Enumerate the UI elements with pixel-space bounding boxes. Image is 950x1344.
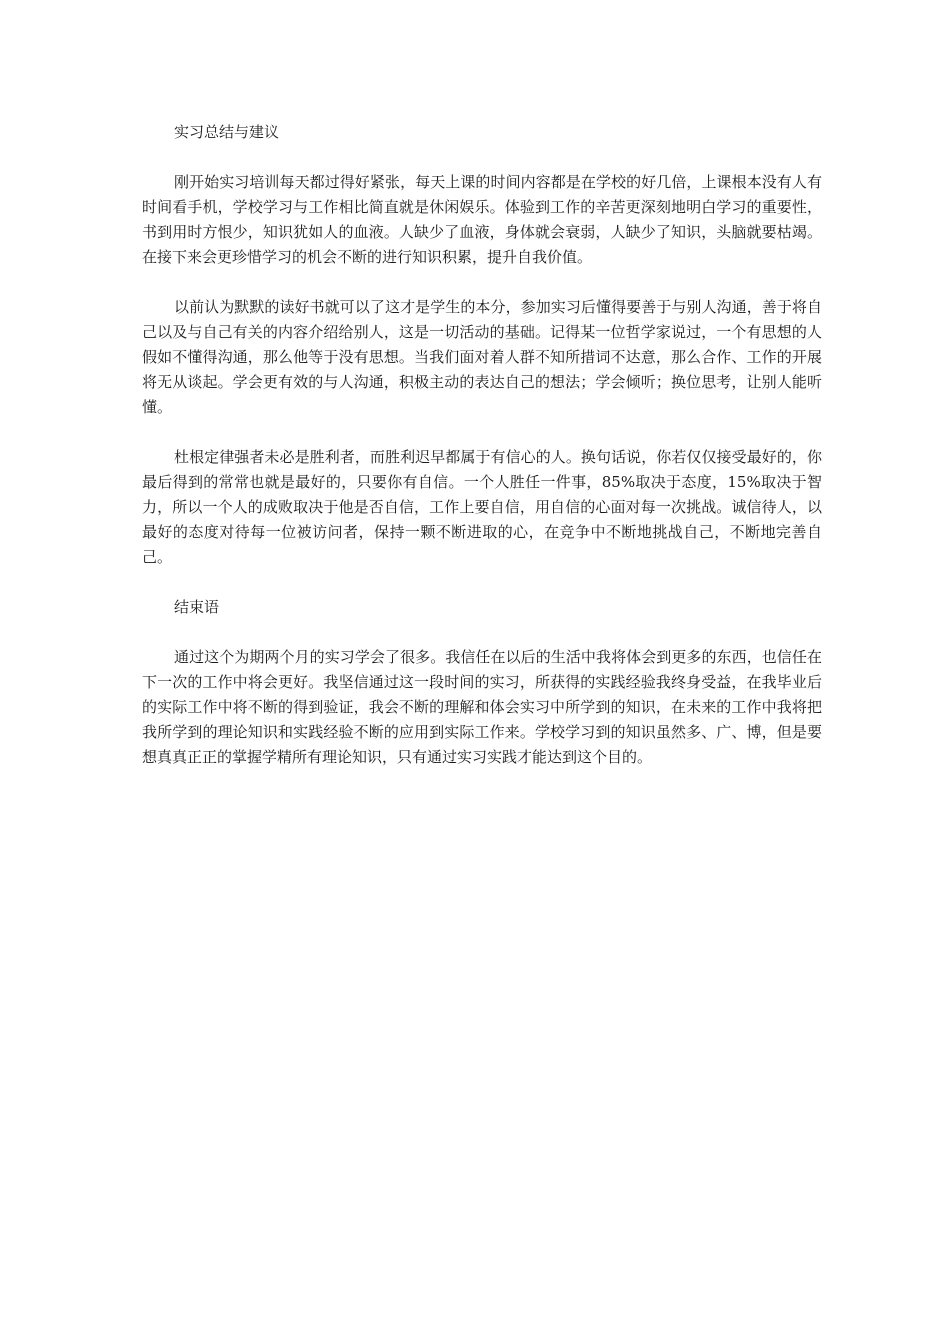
section-title-summary: 实习总结与建议 <box>174 123 280 141</box>
spacer <box>142 145 822 170</box>
document-page <box>142 120 822 770</box>
paragraph-communication: 以前认为默默的读好书就可以了这才是学生的本分，参加实习后懂得要善于与别人沟通，善于将自己以及与自己有关的内容介绍给别人，这是一切活动的基础。记得某一位哲学家说过，一个有思想的人假如不懂得沟通，那么他等于没有思想。当我们面对着人群不知所措词不达意，那么合作、工作的开展将无从谈起。学会更有效的与人沟通，积极主动的表达自己的想法；学会倾听；换位思考，让别人能听懂。 <box>142 298 822 416</box>
spacer <box>142 420 822 445</box>
paragraph-closing: 通过这个为期两个月的实习学会了很多。我信任在以后的生活中我将体会到更多的东西，也信任在下一次的工作中将会更好。我坚信通过这一段时间的实习，所获得的实践经验我终身受益，在我毕业后的实际工作中将不断的得到验证，我会不断的理解和体会实习中所学到的知识，在未来的工作中我将把我所学到的理论知识和实践经验不断的应用到实际工作来。学校学习到的知识虽然多、广、博，但是要想真真正正的掌握学精所有理论知识，只有通过实习实践才能达到这个目的。 <box>142 648 822 766</box>
paragraph-confidence: 杜根定律强者未必是胜利者，而胜利迟早都属于有信心的人。换句话说，你若仅仅接受最好的，你最后得到的常常也就是最好的，只要你有自信。一个人胜任一件事，85%取决于态度，15%取决于智力，所以一个人的成败取决于他是否自信，工作上要自信，用自信的心面对每一次挑战。诚信待人，以最好的态度对待每一位被访问者，保持一颗不断进取的心，在竞争中不断地挑战自己，不断地完善自己。 <box>142 448 822 566</box>
spacer <box>142 270 822 295</box>
spacer <box>142 570 822 595</box>
section-title-conclusion: 结束语 <box>174 598 220 616</box>
spacer <box>142 620 822 645</box>
paragraph-training: 刚开始实习培训每天都过得好紧张，每天上课的时间内容都是在学校的好几倍，上课根本没有人有时间看手机，学校学习与工作相比简直就是休闲娱乐。体验到工作的辛苦更深刻地明白学习的重要性，书到用时方恨少，知识犹如人的血液。人缺少了血液，身体就会衰弱，人缺少了知识，头脑就要枯竭。在接下来会更珍惜学习的机会不断的进行知识积累，提升自我价值。 <box>142 173 822 266</box>
